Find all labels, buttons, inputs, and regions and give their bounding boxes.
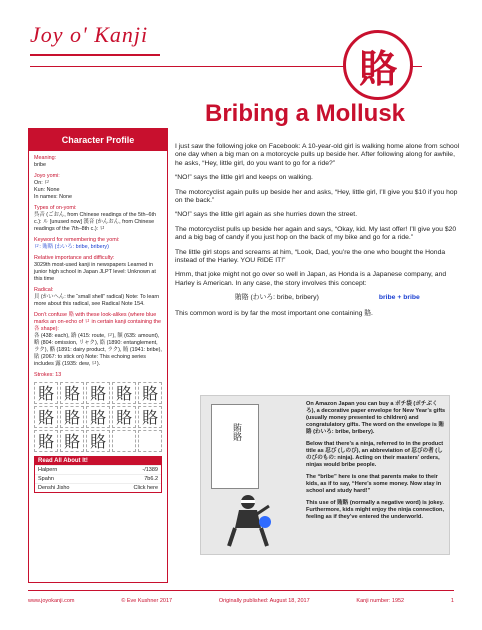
paragraph: This common word is by far the most important one containing 賂. xyxy=(175,309,373,317)
profile-header: Character Profile xyxy=(29,129,167,151)
article-body xyxy=(175,143,460,324)
vocab-word: 賄賂 (わいろ: bribe, bribery) xyxy=(235,294,319,302)
footer-site[interactable]: www.joyokanji.com xyxy=(28,597,75,604)
envelope-feature xyxy=(200,395,450,555)
stroke-cell: 賂 xyxy=(60,430,84,452)
envelope-text-body xyxy=(306,401,446,526)
meaning: bribe xyxy=(34,162,46,168)
footer-copyright: © Eve Kushner 2017 xyxy=(121,597,173,604)
stroke-cell: 賂 xyxy=(138,382,162,404)
keyword-label: Keyword for remembering the yomi: xyxy=(34,237,120,243)
read-name: Halpern xyxy=(38,467,58,473)
read-all-about-it xyxy=(34,456,162,493)
logo-underline xyxy=(30,54,160,56)
types: 呉音 (ごおん, from Chinese readings of the 5th–6th c.): ル [unused now] 漢音 (かんおん, from Chinese readings of the 7th–8th c.): ロ xyxy=(34,212,156,232)
read-row xyxy=(35,483,161,492)
envelope-text: 賄賂 xyxy=(231,423,241,441)
read-value: 7b6.2 xyxy=(144,476,158,482)
vocab-row xyxy=(175,294,460,302)
character-profile xyxy=(28,128,168,583)
paragraph: Below that there’s a ninja, referred to in the product title as 忍び (しのび), an abbreviation of 忍びの者 (しのびのもの: ninja). Acting on their masters’ orders, ninjas would bribe people. xyxy=(306,441,444,468)
stroke-cell xyxy=(138,430,162,452)
stroke-cell: 賂 xyxy=(34,406,58,428)
paragraph: I just saw the following joke on Facebook: A 10-year-old girl is walking home alone from school one day when a big man on a motorcycle pulls up beside her. After following along for awhile, he asks, “Hey, little girl, do you want to go for a ride?” xyxy=(175,143,460,167)
kanji-badge: 賂 xyxy=(343,30,413,100)
paragraph: On Amazon Japan you can buy a ポチ袋 (ポチぶくろ), a decorative paper envelope for New Year’s gifts (usually money presented to children) and congratulatory gifts. The word on the envelope is 賄賂 (わいろ: bribe, bribery). xyxy=(306,401,446,435)
footer xyxy=(28,590,454,610)
read-header: Read All About It! xyxy=(35,457,161,465)
paragraph: The motorcyclist again pulls up beside her and asks, “Hey, little girl, I’ll give you $10 if you hop on the back.” xyxy=(175,188,458,205)
stroke-cell: 賂 xyxy=(112,406,136,428)
meaning-label: Meaning: xyxy=(34,155,57,161)
logo xyxy=(30,22,200,62)
read-row xyxy=(35,474,161,483)
relative-label: Relative importance and difficulty: xyxy=(34,255,115,261)
strokes-label: Strokes: 13 xyxy=(34,372,62,378)
stroke-cell: 賂 xyxy=(60,406,84,428)
stroke-cell: 賂 xyxy=(112,382,136,404)
read-value: -/1389 xyxy=(142,467,158,473)
paragraph: The “bribe” here is one that parents make to their kids, as if to say, “Here’s some money. Now stay in school and study hard!” xyxy=(306,474,442,494)
stroke-cell: 賂 xyxy=(34,382,58,404)
radical-label: Radical: xyxy=(34,287,54,293)
in-names: In names: None xyxy=(34,194,73,200)
stroke-cell: 賂 xyxy=(34,430,58,452)
confuse-label: Don’t confuse 賂 with these look-alikes (where blue marks an on-echo of ロ in certain kanji containing the 各 shape): xyxy=(34,312,162,332)
keyword: ロ: 賄賂 (わいろ: bribe, bribery) xyxy=(34,244,109,250)
paragraph: “NO!” says the little girl and keeps on walking. xyxy=(175,174,313,182)
paragraph: Hmm, that joke might not go over so well in Japan, as Honda is a Japanese company, and Harley is American. In any case, the story involves this concept: xyxy=(175,271,447,287)
profile-body xyxy=(29,155,167,452)
joyo-label: Joyo yomi: xyxy=(34,173,60,179)
denshi-jisho-link[interactable]: Click here xyxy=(133,485,158,491)
radical[interactable]: 貝 (かいへん: the “small shell” radical) Note: To learn more about this radical, see Radical Note 154. xyxy=(34,294,160,307)
page-title: Bribing a Mollusk xyxy=(205,100,406,127)
footer-page: 1 xyxy=(450,597,454,604)
footer-number: Kanji number: 1952 xyxy=(356,597,405,604)
on-yomi: On: ロ xyxy=(34,180,50,186)
relative: 3029th most-used kanji in newspapers Learned in junior high school in Japan JLPT level: Unknown at this time xyxy=(34,262,156,282)
read-name: Spahn xyxy=(38,476,54,482)
stroke-cell: 賂 xyxy=(86,382,110,404)
paragraph: This use of 賄賂 (normally a negative word) is jokey. Furthermore, kids might enjoy the ninja connection, feeling as if they’ve entered the underworld. xyxy=(306,500,444,520)
vocab-equation: bribe + bribe xyxy=(378,294,420,302)
read-row xyxy=(35,465,161,474)
envelope-image xyxy=(211,404,259,489)
stroke-cell: 賂 xyxy=(60,382,84,404)
stroke-grid xyxy=(34,382,162,452)
stroke-cell: 賂 xyxy=(86,406,110,428)
footer-published: Originally published: August 18, 2017 xyxy=(218,597,310,604)
logo-text: Joy o' Kanji xyxy=(30,22,149,47)
paragraph: “NO!” says the little girl again as she hurries down the street. xyxy=(175,211,358,219)
stroke-cell: 賂 xyxy=(86,430,110,452)
kun-yomi: Kun: None xyxy=(34,187,60,193)
paragraph: The little girl stops and screams at him, “Look, Dad, you’re the one who bought the Honda instead of the Harley. YOU RIDE IT!” xyxy=(175,248,446,265)
read-name: Denshi Jisho xyxy=(38,485,70,491)
paragraph: The motorcyclist pulls up beside her again and says, “Okay, kid. My last offer! I’ll give you $20 and a big bag of candy if you just hop on the back of my bike and go for a ride.” xyxy=(175,225,457,242)
stroke-cell xyxy=(112,430,136,452)
confuse: 各 (438: each), 路 (415: route, ロ), 額 (635: amount), 略 (804: omission, リャク), 絡 (1890: entanglement, ラク), 酪 (1891: dairy product, ラク), 賄 (1941: bribe), 貼 (2067: to stick on) Note: This echoing series includes 露 (1935: dew, ロ). xyxy=(34,333,162,367)
types-label: Types of on-yomi: xyxy=(34,205,77,211)
ninja-icon xyxy=(223,492,273,550)
stroke-cell: 賂 xyxy=(138,406,162,428)
